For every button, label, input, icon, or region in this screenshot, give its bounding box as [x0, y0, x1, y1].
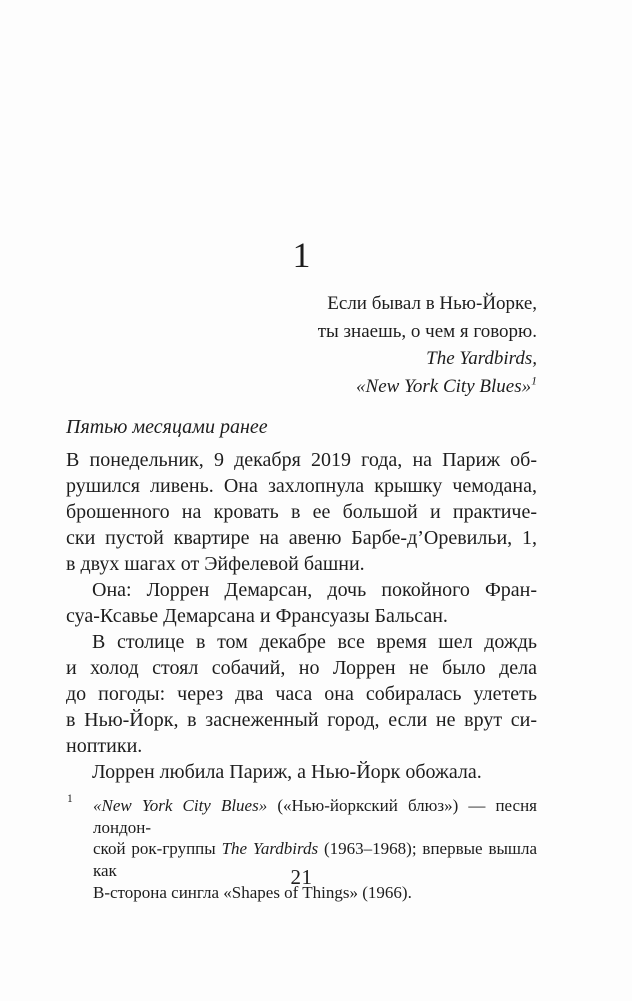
text-line: В понедельник, 9 декабря 2019 года, на Париж об-: [66, 449, 537, 471]
text-line: в двух шагах от Эйфелевой башни.: [66, 553, 365, 575]
text-segment: В-сторона сингла «Shapes of Things» (1966).: [93, 882, 412, 902]
text-segment: (1963–1968); впервые вышла как: [93, 839, 538, 881]
chapter-number: 1: [292, 235, 311, 275]
page-number: 21: [290, 865, 313, 889]
lead-in-heading: Пятью месяцами ранее: [66, 416, 268, 438]
body-text: [66, 447, 537, 785]
text-line: Она: Лоррен Демарсан, дочь покойного Фран-: [92, 579, 537, 601]
text-segment: ской рок-группы: [93, 839, 222, 859]
italic-text: «New York City Blues»: [356, 375, 532, 397]
text-segment: («Нью-йоркский блюз») — песня лондон-: [93, 796, 537, 837]
footnote-marker: 1: [67, 793, 73, 805]
epigraph-quote-line: ты знаешь, о чем я говорю.: [317, 320, 537, 342]
paragraph: [66, 629, 537, 759]
text-line: брошенного на кровать в ее большой и практиче-: [66, 501, 537, 523]
text-line: ноптики.: [66, 735, 143, 757]
text-line: ски пустой квартире на авеню Барбе-д’Оревильи, 1,: [66, 527, 537, 549]
text-line: до погоды: через два часа она собиралась улететь: [66, 683, 537, 705]
italic-text: The Yardbirds,: [426, 348, 537, 369]
paragraph: [66, 759, 537, 785]
superscript-ref: 1: [531, 374, 537, 388]
text-line: в Нью-Йорк, в заснеженный город, если не врут си-: [66, 709, 537, 731]
epigraph: [66, 290, 537, 400]
epigraph-quote: [66, 290, 537, 345]
text-line: Лоррен любила Париж, а Нью-Йорк обожала.: [92, 761, 482, 783]
italic-text: «New York City Blues»: [93, 796, 268, 815]
text-line: [66, 345, 537, 373]
text-line: [93, 795, 537, 838]
text-line: рушился ливень. Она захлопнула крышку чемодана,: [66, 475, 537, 497]
epigraph-quote-line: Если бывал в Нью-Йорке,: [327, 293, 537, 314]
text-line: [66, 373, 537, 401]
italic-text: The Yardbirds: [221, 839, 319, 859]
text-line: суа-Ксавье Демарсана и Франсуазы Бальсан.: [66, 605, 448, 627]
text-line: В столице в том декабре все время шел дождь: [92, 631, 537, 653]
text-line: и холод стоял собачий, но Лоррен не было дела: [66, 657, 537, 679]
paragraph: [66, 447, 537, 577]
paragraph: [66, 577, 537, 629]
epigraph-attribution: [66, 345, 537, 400]
